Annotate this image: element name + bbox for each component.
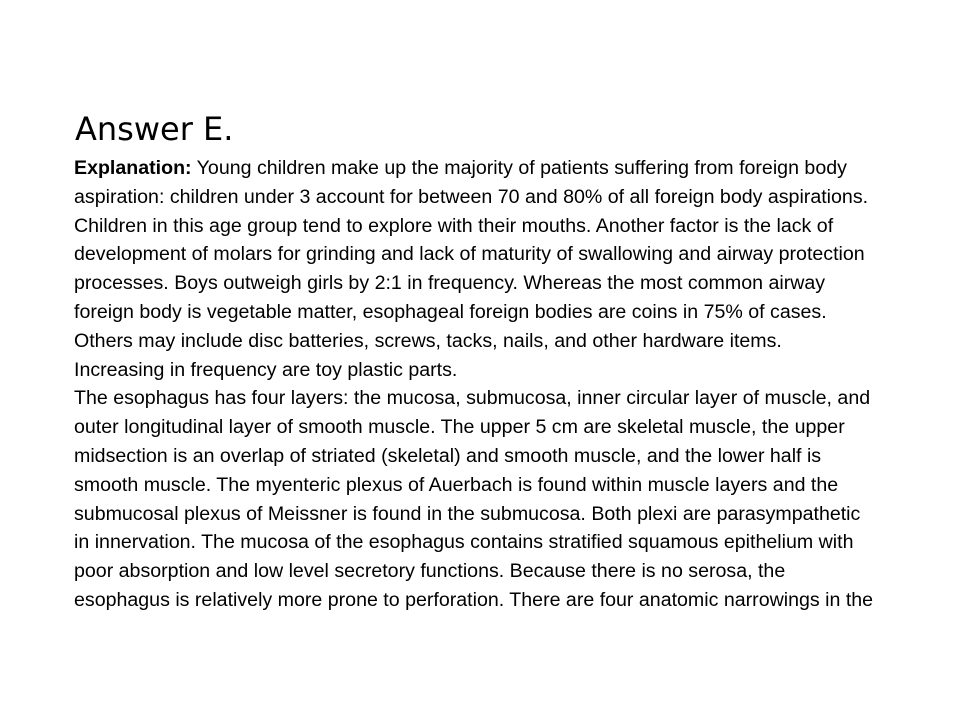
explanation-paragraph: [74, 154, 874, 384]
esophagus-paragraph: The esophagus has four layers: the mucosa, submucosa, inner circular layer of muscle, and outer longitudinal layer of smooth muscle. The upper 5 cm are skeletal muscle, the upper midsection is an overlap of striated (skeletal) and smooth muscle, and the lower half is smooth muscle. The myenteric plexus of Auerbach is found within muscle layers and the submucosal plexus of Meissner is found in the submucosa. Both plexi are parasympathetic in innervation. The mucosa of the esophagus contains stratified squamous epithelium with poor absorption and low level secretory functions. Because there is no serosa, the esophagus is relatively more prone to perforation. There are four anatomic narrowings in the: [74, 387, 874, 611]
explanation-text: Young children make up the majority of patients suffering from foreign body aspiration: children under 3 account for between 70 and 80% of all foreign body aspirations. Children in this age group tend to explore with their mouths. Another factor is the lack of development of molars for grinding and lack of maturity of swallowing and airway protection processes. Boys outweigh girls by 2:1 in frequency. Whereas the most common airway foreign body is vegetable matter, esophageal foreign bodies are coins in 75% of cases. Others may include disc batteries, screws, tacks, nails, and other hardware items. Increasing in frequency are toy plastic parts.: [74, 157, 869, 381]
slide-title: Answer E.: [75, 110, 234, 148]
slide-body: [74, 154, 874, 615]
explanation-label: Explanation:: [74, 157, 192, 179]
